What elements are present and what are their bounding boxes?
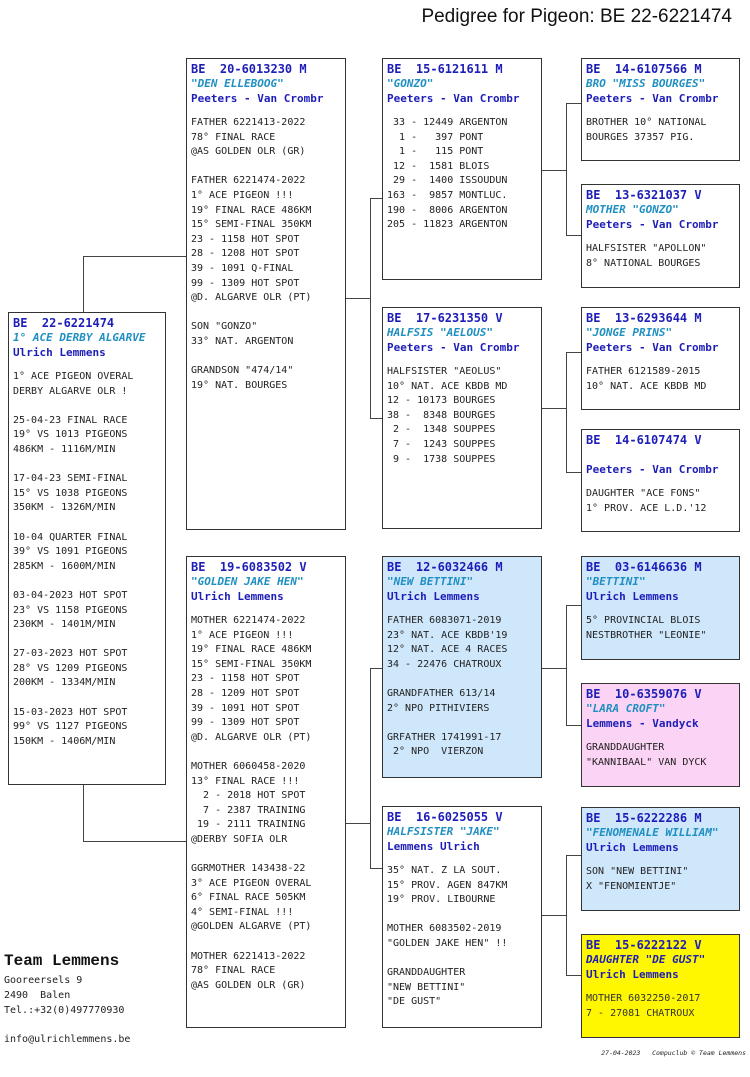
connector-line bbox=[566, 855, 567, 975]
note-line: 1° PROV. ACE L.D.'12 bbox=[586, 502, 707, 514]
connector-line bbox=[370, 668, 382, 669]
note-line: 19° FINAL RACE 486KM bbox=[191, 204, 312, 216]
note-line: 17-04-23 SEMI-FINAL bbox=[13, 473, 128, 485]
ring-number: BE 20-6013230 M bbox=[191, 62, 307, 76]
note-line: 2 - 2018 HOT SPOT bbox=[191, 790, 306, 802]
note-line: 10° NAT. ACE KBDB MD bbox=[387, 380, 508, 392]
card-notes bbox=[586, 487, 735, 516]
note-line: FATHER 6221413-2022 bbox=[191, 117, 306, 128]
owner: Ulrich Lemmens bbox=[191, 590, 284, 603]
connector-line bbox=[566, 352, 581, 353]
pigeon-card-mmm bbox=[581, 934, 740, 1038]
note-line: 78° FINAL RACE bbox=[191, 965, 276, 977]
connector-line bbox=[370, 198, 371, 418]
owner: Peeters - Van Crombr bbox=[586, 463, 719, 476]
connector-line bbox=[542, 408, 566, 409]
note-line: 10-04 QUARTER FINAL bbox=[13, 531, 128, 543]
note-line: 1 - 115 PONT bbox=[387, 146, 484, 158]
note-line: 99° VS 1127 PIGEONS bbox=[13, 721, 128, 733]
note-line: MOTHER 6221474-2022 bbox=[191, 615, 306, 626]
note-line: X "FENOMIENTJE" bbox=[586, 880, 677, 892]
pigeon-card-mff bbox=[581, 556, 740, 660]
note-line bbox=[191, 848, 341, 863]
connector-line bbox=[346, 298, 370, 299]
phone-number: Tel.:+32(0)497770930 bbox=[4, 1005, 125, 1016]
note-line: 10° NAT. ACE KBDB MD bbox=[586, 380, 707, 392]
connector-line bbox=[370, 668, 371, 868]
note-line: 2° NPO VIERZON bbox=[387, 746, 484, 758]
pigeon-card-fmf bbox=[581, 307, 740, 410]
note-line: 200KM - 1334M/MIN bbox=[13, 677, 116, 689]
owner: Ulrich Lemmens bbox=[586, 968, 679, 981]
note-line: 7 - 27081 CHATROUX bbox=[586, 1007, 695, 1019]
note-line: 39° VS 1091 PIGEONS bbox=[13, 546, 128, 558]
note-line: 23° VS 1158 PIGEONS bbox=[13, 604, 128, 616]
connector-line bbox=[566, 855, 581, 856]
note-line: 25-04-23 FINAL RACE bbox=[13, 414, 128, 426]
note-line: 28 - 1209 HOT SPOT bbox=[191, 687, 300, 699]
nickname: HALFSISTER "JAKE" bbox=[387, 825, 500, 838]
card-notes bbox=[586, 741, 735, 770]
nickname: "FENOMENALE WILLIAM" bbox=[586, 826, 719, 839]
note-line bbox=[13, 691, 161, 706]
note-line bbox=[191, 350, 341, 365]
note-line: 19° FINAL RACE 486KM bbox=[191, 644, 312, 656]
connector-line bbox=[566, 472, 581, 473]
nickname: "JONGE PRINS" bbox=[586, 326, 673, 339]
card-notes bbox=[586, 614, 735, 643]
note-line: 39 - 1091 HOT SPOT bbox=[191, 702, 300, 714]
card-notes bbox=[387, 614, 537, 760]
note-line bbox=[191, 935, 341, 950]
note-line bbox=[13, 516, 161, 531]
owner: Lemmens Ulrich bbox=[387, 840, 480, 853]
note-line: 33 - 12449 ARGENTON bbox=[387, 117, 508, 128]
pigeon-card-mother-father bbox=[382, 556, 542, 778]
note-line bbox=[191, 306, 341, 321]
note-line: "GOLDEN JAKE HEN" !! bbox=[387, 937, 508, 949]
ring-number: BE 14-6107474 V bbox=[586, 433, 702, 447]
ring-number: BE 13-6321037 V bbox=[586, 188, 702, 202]
note-line: FATHER 6221474-2022 bbox=[191, 175, 306, 187]
pigeon-card-fff bbox=[581, 58, 740, 161]
note-line: NESTBROTHER "LEONIE" bbox=[586, 629, 707, 641]
connector-line bbox=[566, 605, 567, 725]
note-line: MOTHER 6221413-2022 bbox=[191, 950, 306, 962]
connector-line bbox=[370, 418, 382, 419]
note-line: 350KM - 1326M/MIN bbox=[13, 502, 116, 514]
note-line: FATHER 6083071-2019 bbox=[387, 615, 502, 626]
pigeon-card-fmm bbox=[581, 429, 740, 532]
note-line: "DE GUST" bbox=[387, 996, 442, 1008]
note-line: 23° NAT. ACE KBDB'19 bbox=[387, 629, 508, 641]
ring-number: BE 17-6231350 V bbox=[387, 311, 503, 325]
note-line: 23 - 1158 HOT SPOT bbox=[191, 673, 300, 685]
note-line bbox=[13, 458, 161, 473]
note-line: @D. ALGARVE OLR (PT) bbox=[191, 292, 312, 304]
card-notes bbox=[586, 865, 735, 894]
email-address[interactable]: info@ulrichlemmens.be bbox=[4, 1034, 131, 1045]
pigeon-card-father-mother bbox=[382, 307, 542, 529]
note-line: 03-04-2023 HOT SPOT bbox=[13, 589, 128, 601]
note-line: GRANDDAUGHTER bbox=[586, 742, 665, 753]
note-line: 12 - 1581 BLOIS bbox=[387, 160, 490, 172]
note-line: 6° FINAL RACE 505KM bbox=[191, 892, 306, 904]
note-line: 285KM - 1600M/MIN bbox=[13, 560, 116, 572]
note-line: 15° SEMI-FINAL 350KM bbox=[191, 658, 312, 670]
note-line: 3° ACE PIGEON OVERAL bbox=[191, 877, 312, 889]
ring-number: BE 15-6121611 M bbox=[387, 62, 503, 76]
ring-number: BE 13-6293644 M bbox=[586, 311, 702, 325]
owner: Peeters - Van Crombr bbox=[191, 92, 324, 105]
pigeon-card-mother bbox=[186, 556, 346, 1028]
note-line: 190 - 8006 ARGENTON bbox=[387, 204, 508, 216]
pigeon-card-father-father bbox=[382, 58, 542, 280]
owner: Peeters - Van Crombr bbox=[586, 341, 719, 354]
note-line: DERBY ALGARVE OLR ! bbox=[13, 385, 128, 397]
nickname bbox=[586, 448, 735, 462]
note-line: @GOLDEN ALGARVE (PT) bbox=[191, 921, 312, 933]
ring-number: BE 10-6359076 V bbox=[586, 687, 702, 701]
ring-number: BE 19-6083502 V bbox=[191, 560, 307, 574]
note-line: "NEW BETTINI" bbox=[387, 981, 466, 993]
nickname: "GOLDEN JAKE HEN" bbox=[191, 575, 304, 588]
ring-number: BE 03-6146636 M bbox=[586, 560, 702, 574]
note-line: 28 - 1208 HOT SPOT bbox=[191, 248, 300, 260]
note-line: 19° PROV. LIBOURNE bbox=[387, 894, 496, 906]
note-line bbox=[13, 574, 161, 589]
note-line bbox=[387, 952, 537, 967]
card-notes bbox=[586, 992, 735, 1021]
card-notes bbox=[387, 365, 537, 467]
note-line: 15° SEMI-FINAL 350KM bbox=[191, 219, 312, 231]
note-line: 4° SEMI-FINAL !!! bbox=[191, 906, 294, 918]
note-line: 38 - 8348 BOURGES bbox=[387, 409, 496, 421]
owner: Peeters - Van Crombr bbox=[586, 92, 719, 105]
note-line: 7 - 1243 SOUPPES bbox=[387, 438, 496, 450]
ring-number: BE 12-6032466 M bbox=[387, 560, 503, 574]
note-line: 7 - 2387 TRAINING bbox=[191, 804, 306, 816]
note-line bbox=[387, 716, 537, 731]
ring-number: BE 15-6222122 V bbox=[586, 938, 702, 952]
owner: Ulrich Lemmens bbox=[387, 590, 480, 603]
card-notes bbox=[586, 116, 735, 145]
card-notes bbox=[586, 365, 735, 394]
note-line: 5° PROVINCIAL BLOIS bbox=[586, 615, 701, 626]
card-notes bbox=[191, 116, 341, 393]
note-line: GRANDSON "474/14" bbox=[191, 365, 294, 377]
pigeon-card-mfm bbox=[581, 683, 740, 787]
note-line: HALFSISTER "APOLLON" bbox=[586, 243, 707, 254]
note-line: 1° ACE PIGEON !!! bbox=[191, 629, 294, 641]
connector-line bbox=[566, 605, 581, 606]
note-line: 29 - 1400 ISSOUDUN bbox=[387, 175, 508, 187]
note-line: 205 - 11823 ARGENTON bbox=[387, 219, 508, 231]
note-line: "KANNIBAAL" VAN DYCK bbox=[586, 756, 707, 768]
pigeon-card-subject bbox=[8, 312, 166, 785]
note-line: 2 - 1348 SOUPPES bbox=[387, 424, 496, 436]
note-line: 15° PROV. AGEN 847KM bbox=[387, 879, 508, 891]
card-notes bbox=[387, 116, 537, 233]
card-notes bbox=[586, 242, 735, 271]
connector-line bbox=[83, 841, 187, 842]
address-city: 2490 Balen bbox=[4, 990, 71, 1001]
note-line: 163 - 9857 MONTLUC. bbox=[387, 189, 508, 201]
note-line: 19° VS 1013 PIGEONS bbox=[13, 429, 128, 441]
note-line: 35° NAT. Z LA SOUT. bbox=[387, 865, 502, 876]
connector-line bbox=[542, 915, 566, 916]
nickname: 1° ACE DERBY ALGARVE bbox=[13, 331, 146, 344]
note-line bbox=[191, 745, 341, 760]
owner: Lemmens - Vandyck bbox=[586, 717, 699, 730]
connector-line bbox=[566, 352, 567, 472]
pigeon-card-father bbox=[186, 58, 346, 530]
note-line: 27-03-2023 HOT SPOT bbox=[13, 648, 128, 660]
note-line: @D. ALGARVE OLR (PT) bbox=[191, 731, 312, 743]
nickname: MOTHER "GONZO" bbox=[586, 203, 679, 216]
connector-line bbox=[566, 103, 581, 104]
owner: Ulrich Lemmens bbox=[13, 346, 106, 359]
note-line: FATHER 6121589-2015 bbox=[586, 366, 701, 377]
note-line: SON "NEW BETTINI" bbox=[586, 866, 689, 877]
note-line: GRANDFATHER 613/14 bbox=[387, 687, 496, 699]
page-title: Pedigree for Pigeon: BE 22-6221474 bbox=[421, 6, 732, 27]
note-line: 33° NAT. ARGENTON bbox=[191, 335, 294, 347]
note-line: MOTHER 6060458-2020 bbox=[191, 760, 306, 772]
note-line: 99 - 1309 HOT SPOT bbox=[191, 717, 300, 729]
note-line: 150KM - 1406M/MIN bbox=[13, 735, 116, 747]
note-line: @DERBY SOFIA OLR bbox=[191, 833, 288, 845]
note-line: MOTHER 6083502-2019 bbox=[387, 923, 502, 935]
nickname: "GONZO" bbox=[387, 77, 434, 90]
nickname: "LARA CROFT" bbox=[586, 702, 666, 715]
note-line: 34 - 22476 CHATROUX bbox=[387, 658, 502, 670]
connector-line bbox=[566, 725, 581, 726]
note-line bbox=[13, 399, 161, 414]
connector-line bbox=[83, 256, 84, 312]
note-line: 486KM - 1116M/MIN bbox=[13, 443, 116, 455]
note-line: 2° NPO PITHIVIERS bbox=[387, 702, 490, 714]
nickname: "DEN ELLEBOOG" bbox=[191, 77, 284, 90]
owner: Ulrich Lemmens bbox=[586, 841, 679, 854]
connector-line bbox=[566, 103, 567, 235]
connector-line bbox=[370, 868, 382, 869]
note-line bbox=[191, 160, 341, 175]
note-line: GGRMOTHER 143438-22 bbox=[191, 863, 306, 875]
nickname: DAUGHTER "DE GUST" bbox=[586, 953, 706, 966]
connector-line bbox=[370, 198, 382, 199]
owner: Ulrich Lemmens bbox=[586, 590, 679, 603]
card-notes bbox=[387, 864, 537, 1010]
note-line: 23 - 1158 HOT SPOT bbox=[191, 233, 300, 245]
ring-number: BE 14-6107566 M bbox=[586, 62, 702, 76]
note-line: MOTHER 6032250-2017 bbox=[586, 993, 701, 1004]
nickname: HALFSIS "AELOUS" bbox=[387, 326, 493, 339]
note-line: 15-03-2023 HOT SPOT bbox=[13, 706, 128, 718]
note-line: 15° VS 1038 PIGEONS bbox=[13, 487, 128, 499]
pigeon-card-mother-mother bbox=[382, 806, 542, 1028]
connector-line bbox=[542, 668, 566, 669]
card-notes bbox=[13, 370, 161, 749]
note-line bbox=[387, 672, 537, 687]
nickname: "NEW BETTINI" bbox=[387, 575, 474, 588]
connector-line bbox=[542, 170, 566, 171]
ring-number: BE 16-6025055 V bbox=[387, 810, 503, 824]
note-line: 8° NATIONAL BOURGES bbox=[586, 257, 701, 269]
note-line: 12° NAT. ACE 4 RACES bbox=[387, 644, 508, 656]
note-line: HALFSISTER "AEOLUS" bbox=[387, 366, 502, 377]
connector-line bbox=[83, 256, 187, 257]
owner: Peeters - Van Crombr bbox=[586, 218, 719, 231]
note-line: 99 - 1309 HOT SPOT bbox=[191, 277, 300, 289]
note-line: SON "GONZO" bbox=[191, 321, 258, 333]
note-line bbox=[387, 908, 537, 923]
note-line: BROTHER 10° NATIONAL bbox=[586, 117, 707, 128]
owner: Peeters - Van Crombr bbox=[387, 92, 520, 105]
note-line: 1 - 397 PONT bbox=[387, 131, 484, 143]
note-line: 1° ACE PIGEON OVERAL bbox=[13, 371, 134, 382]
pigeon-card-mmf bbox=[581, 807, 740, 911]
note-line: 230KM - 1401M/MIN bbox=[13, 619, 116, 631]
note-line: 39 - 1091 Q-FINAL bbox=[191, 262, 294, 274]
connector-line bbox=[566, 975, 581, 976]
note-line: DAUGHTER "ACE FONS" bbox=[586, 488, 701, 499]
address-street: Gooreersels 9 bbox=[4, 975, 83, 986]
note-line: 19 - 2111 TRAINING bbox=[191, 819, 306, 831]
footer-credit: 27-04-2023 Compuclub © Team Lemmens bbox=[601, 1049, 746, 1057]
note-line: @AS GOLDEN OLR (GR) bbox=[191, 146, 306, 158]
nickname: BRO "MISS BOURGES" bbox=[586, 77, 706, 90]
note-line: GRANDDAUGHTER bbox=[387, 967, 466, 979]
note-line: 19° NAT. BOURGES bbox=[191, 379, 288, 391]
connector-line bbox=[83, 785, 84, 841]
note-line: BOURGES 37357 PIG. bbox=[586, 131, 695, 143]
note-line: 1° ACE PIGEON !!! bbox=[191, 189, 294, 201]
note-line: 28° VS 1209 PIGEONS bbox=[13, 662, 128, 674]
ring-number: BE 22-6221474 bbox=[13, 316, 115, 330]
note-line: 78° FINAL RACE bbox=[191, 131, 276, 143]
connector-line bbox=[346, 823, 370, 824]
note-line: 13° FINAL RACE !!! bbox=[191, 775, 300, 787]
team-name: Team Lemmens bbox=[4, 952, 120, 970]
note-line bbox=[13, 633, 161, 648]
note-line: GRFATHER 1741991-17 bbox=[387, 731, 502, 743]
card-notes bbox=[191, 614, 341, 993]
note-line: 9 - 1738 SOUPPES bbox=[387, 453, 496, 465]
note-line: 12 - 10173 BOURGES bbox=[387, 395, 496, 407]
connector-line bbox=[566, 235, 581, 236]
owner: Peeters - Van Crombr bbox=[387, 341, 520, 354]
ring-number: BE 15-6222286 M bbox=[586, 811, 702, 825]
pigeon-card-ffm bbox=[581, 184, 740, 288]
nickname: "BETTINI" bbox=[586, 575, 646, 588]
note-line: @AS GOLDEN OLR (GR) bbox=[191, 979, 306, 991]
